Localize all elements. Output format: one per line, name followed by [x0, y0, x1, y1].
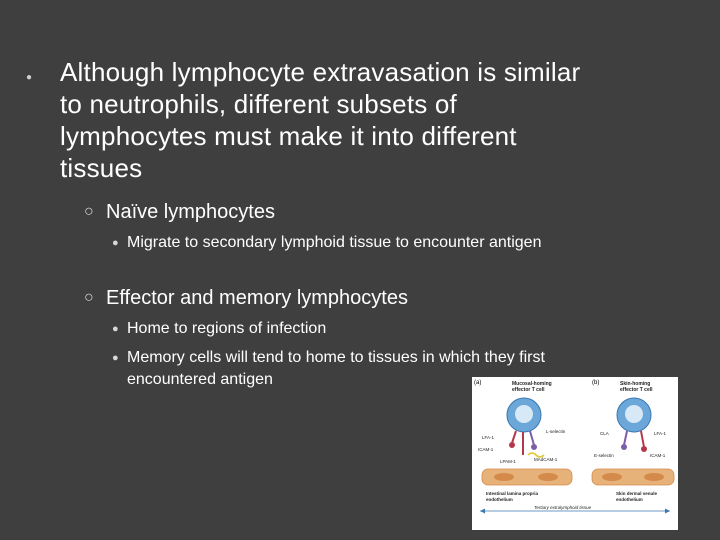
t-cell-b-nucleus [625, 405, 643, 423]
circle-bullet-icon: ○ [84, 289, 94, 306]
label-icam1-b: ICAM-1 [650, 453, 666, 458]
label-lpam1: LPAM-1 [500, 459, 516, 464]
panel-a-title-1: Mucosal-homing [512, 381, 552, 387]
panel-b-letter: (b) [592, 380, 600, 386]
sub-sub-bullet-text: Memory cells will tend to home to tissues in which they first encountered antigen [127, 349, 545, 388]
label-lfa1-a: LFA-1 [482, 435, 495, 440]
panel-b-title-2: effector T cell [620, 387, 653, 393]
label-madcam1: MAdCAM-1 [534, 457, 558, 462]
arrow-right-icon [665, 509, 670, 514]
endo-nucleus [494, 473, 514, 481]
receptor [530, 431, 534, 445]
receptor-head [531, 444, 537, 450]
receptor [512, 431, 516, 443]
label-lfa1-b: LFA-1 [654, 431, 667, 436]
main-bullet-text: Although lymphocyte extravasation is similar to neutrophils, different subsets of lymphocytes must make it into different tissues [60, 57, 581, 183]
bullet-icon: ● [112, 237, 119, 249]
label-cla: CLA [600, 431, 609, 436]
panel-a-letter: (a) [474, 380, 482, 386]
arrow-left-icon [480, 509, 485, 514]
sub-sub-bullet [112, 318, 582, 340]
axis-label: Tertiary extralymphoid tissue [534, 505, 592, 510]
label-lselectin: L-selectin [546, 429, 566, 434]
homing-figure [472, 377, 678, 530]
panel-a-title-2: effector T cell [512, 387, 545, 393]
sub-sub-bullet [112, 232, 582, 254]
panel-b-title-1: Skin-homing [620, 381, 651, 387]
endo-nucleus [644, 473, 664, 481]
sub-bullet-label: Naïve lymphocytes [106, 201, 275, 223]
panel-b-bottom-2: endothelium [616, 497, 643, 502]
receptor [624, 431, 627, 445]
figure-svg [472, 377, 678, 530]
panel-a-bottom-1: Intestinal lamina propria [486, 491, 539, 496]
receptor [641, 431, 644, 447]
bullet-icon: ● [112, 323, 119, 335]
receptor-head [509, 442, 515, 448]
receptor-head [641, 446, 647, 452]
circle-bullet-icon: ○ [84, 203, 94, 220]
bullet-icon: ● [112, 352, 119, 364]
sub-bullet-naive [84, 200, 275, 224]
label-eselectin: E-selectin [594, 453, 614, 458]
sub-sub-bullet-text: Migrate to secondary lymphoid tissue to encounter antigen [127, 234, 542, 251]
receptor-head [621, 444, 627, 450]
sub-bullet-effector [84, 286, 408, 310]
sub-sub-bullet-text: Home to regions of infection [127, 320, 327, 337]
bullet-marker: ● [26, 72, 33, 83]
label-icam1-a: ICAM-1 [478, 447, 494, 452]
sub-bullet-label: Effector and memory lymphocytes [106, 287, 408, 309]
endo-nucleus [538, 473, 558, 481]
t-cell-a-nucleus [515, 405, 533, 423]
panel-a-bottom-2: endothelium [486, 497, 513, 502]
panel-b-bottom-1: Skin dermal venule [616, 491, 658, 496]
main-bullet [26, 56, 586, 184]
endo-nucleus [602, 473, 622, 481]
